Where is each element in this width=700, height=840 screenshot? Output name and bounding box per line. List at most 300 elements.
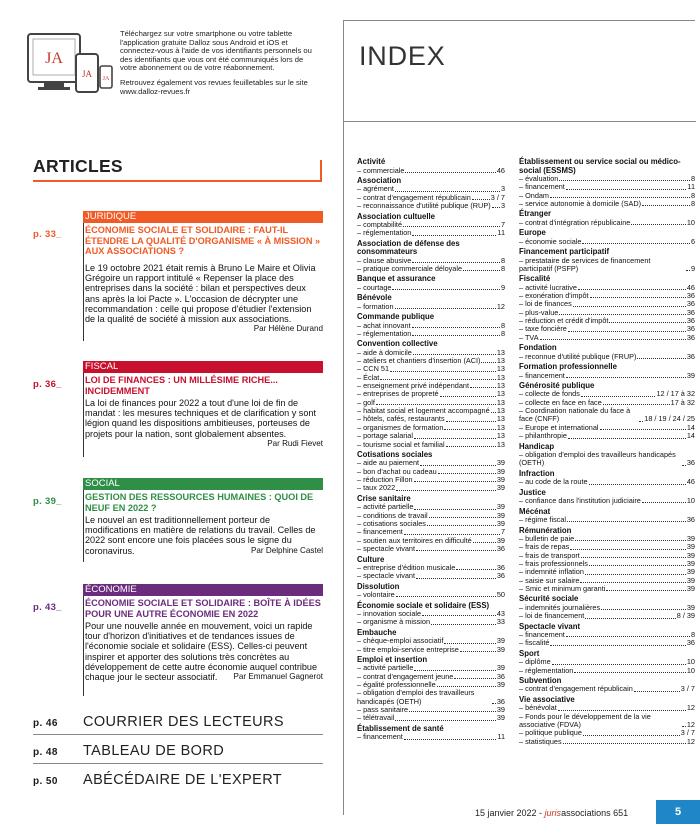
index-entry[interactable] [519,257,695,274]
index-entry-label: – frais professionnels [519,558,588,568]
section-bar: JURIDIQUE [83,211,323,223]
index-entry-label: – financement [519,630,565,640]
index-entry-page: 11 [497,228,505,238]
dot-leader [566,189,687,190]
dot-leader [396,490,496,491]
article-author: Par Delphine Castel [251,545,323,555]
index-entry[interactable] [357,591,505,599]
index-entry[interactable] [357,229,505,237]
index-entry[interactable] [519,612,695,620]
index-entry-label: – réduction et crédit d'impôt [519,316,609,326]
index-entry[interactable] [519,407,695,424]
index-entry-page: 3 [500,184,505,194]
footer-date: 15 janvier 2022 - [475,808,545,818]
dot-leader [559,180,690,181]
index-entry-label: – habitat social et logement accompagné [357,406,490,416]
dot-leader [550,645,685,646]
index-entry-page: 36 [496,544,505,553]
dot-leader [444,643,495,644]
article-author: Par Rudi Fievet [267,438,323,448]
dot-leader [552,664,686,665]
dot-leader [682,726,686,727]
index-entry-label: – entreprise d'édition musicale [357,562,456,572]
index-entry-page: 39 [496,483,505,493]
index-entry-page: 36 [496,671,505,681]
index-entry-page: 13 [496,431,505,441]
index-entry-label: – Ondam [519,190,550,200]
index-entry-page: 39 [686,575,695,585]
index-entry-page: 39 [496,458,505,468]
index-entry-label: – contrat d'intégration républicaine [519,217,631,227]
index-entry[interactable] [519,353,695,361]
index-entry-label: – loi de financement [519,611,585,621]
index-entry-page: 8 [690,173,695,183]
dot-leader [574,672,686,673]
index-heading: Association cultuelle [357,211,435,221]
index-entry[interactable] [519,238,695,246]
article-social[interactable] [33,478,323,562]
index-entry-label: – loi de finances [519,299,572,309]
index-entry-label: – prestataire de services de financement participatif (PSFP) [519,255,651,273]
dot-leader [446,446,496,447]
index-entry-label: – titre emploi-service entreprise [357,644,459,654]
section-bar: ÉCONOMIE [83,584,323,596]
dot-leader [550,197,690,198]
index-entry[interactable] [519,325,695,333]
index-entry-label: – pass sanitaire [357,705,409,715]
index-heading: Établissement ou service social ou médico-social (ESSMS) [519,157,681,175]
index-heading: Rémunération [519,525,572,535]
index-entry-page: 12 [686,703,695,713]
index-entry-label: – TVA [519,332,539,342]
dot-leader [639,421,643,422]
rubric-abecedaire[interactable] [33,771,323,793]
article-title[interactable]: ÉCONOMIE SOCIALE ET SOLIDAIRE : BOÎTE À IDÉES POUR UNE AUTRE ÉCONOMIE EN 2022 [85,598,321,619]
index-entry-label: – achat innovant [357,320,411,330]
index-entry-label: – entreprises de propreté [357,389,439,399]
index-entry-label: – réglementation [357,328,412,338]
index-entry-label: – spectacle vivant [357,544,416,553]
articles-rule-corner [320,160,322,182]
rubric-title[interactable]: COURRIER DES LECTEURS [83,714,284,730]
dot-leader [578,289,686,290]
index-entry-page: 36 [686,299,695,309]
index-entry[interactable] [519,685,695,693]
dot-leader [567,521,686,522]
index-entry-label: – collecte en face en face [519,397,602,407]
index-entry-page: 39 [686,583,695,593]
index-entry-label: – aide au paiement [357,458,420,468]
index-entry-label: – réglementation [519,665,574,675]
index-entry-label: – confiance dans l'institution judiciaire [519,496,641,506]
index-heading: Justice [519,487,546,497]
promo-text [120,30,315,102]
index-heading: Association de défense des consommateurs [357,238,460,257]
index-entry-label: – philanthropie [519,431,567,441]
index-entry-label: – agrément [357,184,394,194]
promo-paragraph: Retrouvez également vos revues feuilletables sur le site www.dalloz-revues.fr [120,77,308,96]
index-entry-page: 39 [496,466,505,476]
dot-leader [473,542,496,543]
svg-text:JA: JA [102,76,110,82]
index-entry-label: – Coordination nationale du face à face (CNFF) [519,406,631,424]
article-summary: La loi de finances pour 2022 a tout d'une loi de fin de mandat : les mesures techniques et de clarification y sont légion quand les dispositions ambitieuses, porteuses de projets pour la nation, sont globalement absentes. Par Rudi Fievet [85,398,323,448]
index-entry-page: 46 [686,477,695,487]
dot-leader [581,396,656,397]
rubric-title[interactable]: ABÉCÉDAIRE DE L'EXPERT [83,772,283,788]
rubric-title[interactable]: TABLEAU DE BORD [83,743,225,759]
index-entry-page: 13 [496,422,505,432]
index-entry-page: 39 [686,550,695,560]
article-economie[interactable] [33,584,323,696]
index-entry[interactable] [357,689,505,706]
index-entry-page: 39 [686,542,695,552]
dot-leader [414,481,496,482]
index-entry-page: 10 [686,217,695,227]
index-heading: Économie sociale et solidaire (ESS) [357,600,490,610]
index-entry-label: – contrat d'engagement jeune [357,671,454,681]
index-entry-label: – contrat d'engagement républicain [357,192,471,202]
index-entry-label: – activité lucrative [519,282,577,292]
dot-leader [492,207,500,208]
index-entry[interactable] [357,284,505,292]
index-entry[interactable] [357,330,505,338]
index-entry-page: 36 [686,332,695,342]
index-entry-label: – plus-value [519,307,559,317]
index-entry-page: 14 [686,431,695,441]
index-heading: Convention collective [357,339,438,349]
index-entry-label: – frais de transport [519,550,580,560]
index-entry-label: – chèque-emploi associatif [357,636,444,646]
index-entry[interactable] [357,646,505,654]
index-entry-page: 39 [686,558,695,568]
promo-paragraph: Téléchargez sur votre smartphone ou votre tablette l'application gratuite Dalloz sous Android et iOS et connectez-vous à l'aide de vos identifiants personnels ou des identifiants que vous ont été communiqués lors de votre abonnement ou de votre réabonnement. [120,29,312,73]
index-heading: Fiscalité [519,274,551,284]
index-entry[interactable] [357,733,505,741]
index-entry-page: 39 [496,663,505,673]
index-entry[interactable] [519,497,695,505]
index-entry-page: 39 [496,535,505,545]
index-column-right [519,156,695,746]
index-entry-label: – CCN 51 [357,364,390,374]
index-entry-page: 12 / 17 à 32 [656,389,695,399]
index-entry-label: – économie sociale [519,236,582,246]
dot-leader [437,686,496,687]
dot-leader [637,358,685,359]
index-entry-page: 11 [687,182,695,192]
index-entry-label: – service autonomie à domicile (SAD) [519,198,642,208]
index-entry-label: – indemnités journalières [519,602,601,612]
index-entry-page: 39 [496,680,505,690]
index-entry-label: – reconnaissance d'utilité publique (RUP) [357,201,491,211]
svg-text:JA: JA [81,69,93,79]
index-entry-label: – portage salarial [357,431,413,441]
index-entry[interactable] [357,572,505,580]
article-title[interactable]: LOI DE FINANCES : UN MILLÉSIME RICHE... INCIDEMMENT [85,375,278,396]
dot-leader [589,484,686,485]
index-entry-page: 6 [690,236,695,246]
dot-leader [585,574,686,575]
dot-leader [446,421,496,422]
dot-leader [413,354,496,355]
index-entry-page: 13 [496,414,505,424]
index-entry-label: – activité partielle [357,663,414,673]
dot-leader [414,438,496,439]
index-entry-label: – Europe et international [519,422,599,432]
dot-leader [456,569,496,570]
article-title[interactable]: GESTION DES RESSOURCES HUMAINES : QUOI DE NEUF EN 2022 ? [85,492,314,513]
index-entry-page: 36 [686,458,695,468]
index-entry-page: 36 [686,291,695,301]
index-entry-page: 13 [496,406,505,416]
rubric-tableau[interactable] [33,742,323,764]
index-entry-page: 8 [500,263,505,273]
index-heading: Embauche [357,627,397,637]
index-entry-label: – contrat d'engagement républicain [519,684,633,694]
dot-leader [600,429,686,430]
index-entry-label: – régime fiscal [519,515,567,524]
index-entry-label: – organisme à mission [357,617,431,627]
index-entry-page: 36 [496,696,505,706]
article-rule [83,596,84,696]
dot-leader [589,565,686,566]
index-entry[interactable] [519,516,695,524]
index-entry-label: – enseignement privé indépendant [357,381,469,391]
index-entry-page: 39 [496,713,505,723]
index-entry-page: 36 [496,562,505,572]
index-entry[interactable] [357,167,505,175]
index-heading: Fondation [519,343,557,353]
index-entry[interactable] [357,441,505,449]
dot-leader [376,404,496,405]
index-heading: Infraction [519,468,555,478]
index-entry[interactable] [357,618,505,626]
dot-leader [575,540,686,541]
index-entry-page: 8 [500,320,505,330]
index-entry[interactable] [357,303,505,311]
index-heading: Établissement de santé [357,724,444,733]
index-entry-label: – volontaire [357,590,395,600]
index-entry[interactable] [357,714,505,722]
index-entry-label: – diplôme [519,657,551,667]
dot-leader [585,618,675,619]
index-entry[interactable] [357,265,505,273]
section-bar: FISCAL [83,361,323,373]
index-entry[interactable] [519,219,695,227]
dot-leader [444,429,495,430]
article-author: Par Hélène Durand [253,324,323,334]
index-entry[interactable] [519,585,695,593]
articles-heading: ARTICLES [33,156,123,176]
dot-leader [686,270,690,271]
dot-leader [380,379,496,380]
index-entry-page: 8 [690,630,695,640]
dot-leader [404,534,500,535]
index-entry-page: 12 [686,736,695,746]
rubric-page: p. 46 [33,718,58,729]
index-entry-label: – bon d'achat ou cadeau [357,466,437,476]
dot-leader [634,691,680,692]
index-entry-page: 43 [496,608,505,618]
index-entry-label: – égalité professionnelle [357,680,436,690]
dot-leader [631,224,686,225]
dot-leader [427,525,496,526]
index-entry-page: 13 [496,397,505,407]
dot-leader [481,362,495,363]
dot-leader [460,651,496,652]
index-entry[interactable] [519,372,695,380]
dot-leader [392,289,499,290]
index-entry[interactable] [357,484,505,492]
index-entry-label: – Smic et minimum garanti [519,583,606,593]
index-entry-label: – collecte de fonds [519,389,580,399]
index-entry-page: 17 à 32 [670,397,695,407]
dot-leader [491,412,496,413]
index-entry[interactable] [519,738,695,746]
index-entry-page: 8 [500,255,505,265]
page-footer [475,808,628,818]
article-summary: Le 19 octobre 2021 était remis à Bruno Le Maire et Olivia Grégoire un rapport intitulé « Repenser la place des entreprises dans la société : bilan et perspectives deux ans après la loi Pacte ». L'occasion de décrypter une recommandation : celle qui propose d'étudier l'extension de la qualité de société à mission aux associations. Par Hélène Durand [85,263,323,334]
index-entry-label: – commerciale [357,165,405,175]
index-entry[interactable] [519,667,695,675]
footer-brand: juris [544,808,562,818]
index-entry-page: 9 [500,282,505,292]
footer-brand-rest: associations [561,808,611,818]
index-entry-page: 39 [496,475,505,485]
index-entry-label: – fiscalité [519,638,550,648]
index-entry[interactable] [519,451,695,468]
index-entry-page: 36 [686,324,695,334]
index-entry[interactable] [519,200,695,208]
article-fiscal[interactable] [33,361,323,457]
index-entry-label: – activité partielle [357,502,414,512]
index-entry-page: 46 [496,165,505,175]
index-entry-label: – soutien aux territoires en difficulté [357,535,472,545]
index-entry-page: 39 [496,518,505,528]
index-heading: Dissolution [357,581,400,591]
article-author: Par Emmanuel Gagnerot [233,672,323,682]
index-heading: Activité [357,157,386,167]
index-heading: Mécénat [519,506,551,516]
index-entry-page: 33 [496,617,505,627]
index-entry[interactable] [519,478,695,486]
devices-icon [26,32,114,102]
dot-leader [454,678,496,679]
dot-leader [403,226,500,227]
index-entry-page: 39 [496,644,505,654]
index-heading: Commande publique [357,312,435,322]
index-entry-label: – tourisme social et familial [357,439,445,449]
index-entry-label: – pratique commerciale déloyale [357,263,463,273]
dot-leader [412,262,500,263]
dot-leader [601,609,686,610]
index-heading: Europe [519,228,546,238]
index-entry-label: – télétravail [357,713,395,723]
dot-leader [570,549,686,550]
index-entry[interactable] [357,202,505,210]
index-heading: Sécurité sociale [519,594,579,604]
index-entry-label: – obligation d'emploi des travailleurs handicapés (OETH) [519,450,676,468]
dot-leader [409,711,496,712]
dot-leader [568,438,686,439]
index-entry-page: 36 [686,515,695,524]
index-entry-page: 13 [496,381,505,391]
index-entry-page: 8 [690,198,695,208]
index-entry[interactable] [519,432,695,440]
dot-leader [414,670,495,671]
index-entry-label: – Fonds pour le développement de la vie associative (FDVA) [519,711,651,730]
dot-leader [590,297,686,298]
index-entry-page: 10 [686,665,695,675]
index-entry-page: 39 [686,533,695,543]
article-summary: Pour une nouvelle année en mouvement, voici un rapide tour d'horizon d'initiatives et de tendances issues de l'économie sociale et solidaire (ESS). Celles-ci peuvent inspirer et apporter des solutions très concrètes au développement de cette autre économie auquel contribue chaque jour le secteur associatif. Par Emmanuel Gagnerot [85,621,323,683]
footer-issue: 651 [610,808,629,818]
index-entry-label: – frais de repas [519,542,570,552]
dot-leader [431,624,496,625]
article-page: p. 43_ [33,602,62,613]
dot-leader [606,590,686,591]
index-heading: Étranger [519,209,552,219]
index-entry-label: – cotisations sociales [357,518,426,528]
dot-leader [583,735,680,736]
index-entry-page: 11 [497,732,505,742]
section-bar: SOCIAL [83,478,323,490]
rubric-courrier[interactable] [33,713,323,735]
article-page: p. 36_ [33,379,62,390]
article-juridique[interactable] [33,211,323,341]
dot-leader [582,243,689,244]
index-entry-label: – aide à domicile [357,347,412,357]
index-entry-page: 39 [496,705,505,715]
dot-leader [416,578,496,579]
dot-leader [492,703,496,704]
index-entry[interactable] [357,390,505,398]
dot-leader [470,387,496,388]
index-entry[interactable] [519,713,695,730]
index-heading: Cotisations sociales [357,450,433,460]
dot-leader [463,270,500,271]
index-heading: Banque et assurance [357,274,436,284]
index-entry-label: – financement [519,370,565,380]
dot-leader [412,327,500,328]
dot-leader [682,465,686,466]
index-entry-label: – bénévolat [519,703,557,713]
article-rule [83,223,84,341]
index-entry-label: – statistiques [519,736,562,746]
dot-leader [440,396,496,397]
index-entry[interactable] [519,639,695,647]
index-entry-label: – ateliers et chantiers d'insertion (ACI) [357,356,481,366]
dot-leader [642,502,686,503]
index-entry[interactable] [357,365,505,373]
index-entry-page: 18 / 19 / 24 / 25 [644,414,695,424]
index-entry-page: 9 [690,263,695,273]
dot-leader [581,557,686,558]
dot-leader [396,596,496,597]
index-entry-label: – politique publique [519,728,582,738]
index-entry-page: 14 [686,422,695,432]
index-entry[interactable] [357,545,505,553]
index-entry-page: 13 [496,372,505,382]
article-page: p. 33_ [33,229,62,240]
dot-leader [422,615,496,616]
index-entry-label: – au code de la route [519,477,588,487]
article-title[interactable]: ÉCONOMIE SOCIALE ET SOLIDAIRE : FAUT-IL ÉTENDRE LA QUALITÉ D'ORGANISME « À MISSION » AUX ASSOCIATIONS ? [85,225,321,256]
index-entry-label: – organismes de formation [357,422,444,432]
index-entry[interactable] [519,334,695,342]
index-entry-page: 8 [690,190,695,200]
index-entry-page: 3 / 7 [490,192,505,202]
